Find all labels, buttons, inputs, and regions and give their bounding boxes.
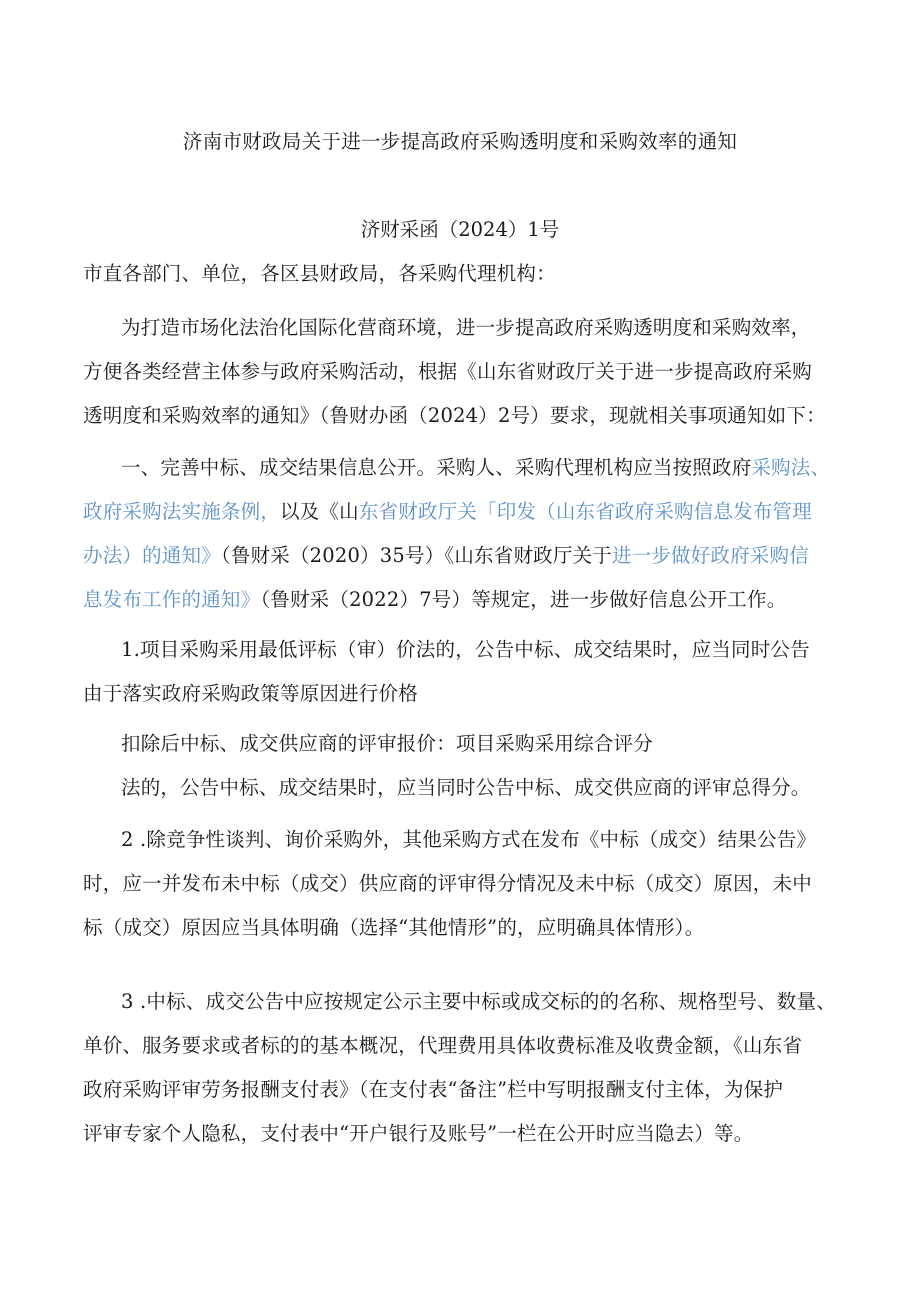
item2-line-2: 时，应一并发布未中标（成交）供应商的评审得分情况及未中标（成交）原因，未中	[83, 872, 812, 895]
item3-line-2: 单价、服务要求或者标的的基本概况，代理费用具体收费标准及收费金额，《山东省	[83, 1034, 803, 1057]
regulation-link[interactable]: 政府采购法实施条例，	[83, 500, 281, 523]
item1-line-3: 扣除后中标、成交供应商的评审报价：项目采购采用综合评分	[121, 732, 653, 755]
item2-line-1: 2 .除竞争性谈判、询价采购外，其他采购方式在发布《中标（成交）结果公告》	[121, 828, 817, 851]
item1-line-4: 法的，公告中标、成交结果时，应当同时公告中标、成交供应商的评审总得分。	[121, 776, 811, 799]
section1-line-3	[83, 542, 809, 570]
section1-text: 一、完善中标、成交结果信息公开。采购人、采购代理机构应当按照政府	[121, 456, 752, 479]
item3-line-4: 评审专家个人隐私，支付表中“开户银行及账号”一栏在公开时应当隐去）等。	[83, 1122, 754, 1145]
addressee-line: 市直各部门、单位，各区县财政局，各采购代理机构：	[83, 262, 556, 285]
section1-text: （鲁财采（2022）7号）等规定，进一步做好信息公开工作。	[260, 588, 787, 611]
document-number: 济财采函（2024）1号	[360, 218, 560, 241]
intro-line-1: 为打造市场化法治化国际化营商环境，进一步提高政府采购透明度和采购效率，	[121, 316, 811, 339]
section1-line-4	[83, 586, 786, 614]
notice-link-2020[interactable]: 东省财政厅关「印发（山东省政府采购信息发布管理	[358, 500, 812, 523]
section1-line-1	[121, 454, 830, 482]
intro-line-3: 透明度和采购效率的通知》（鲁财办函（2024）2号）要求，现就相关事项通知如下：	[83, 404, 826, 427]
notice-link-2022[interactable]: 进一步做好政府采购信	[611, 544, 809, 567]
section1-text: （鲁财采（2020）35号）《山东省财政厅关于	[220, 544, 612, 567]
item2-line-3: 标（成交）原因应当具体明确（选择“其他情形”的，应明确具体情形）。	[83, 916, 705, 939]
document-title: 济南市财政局关于进一步提高政府采购透明度和采购效率的通知	[182, 130, 738, 153]
section1-text: 以及《山	[280, 500, 359, 523]
item1-line-2: 由于落实政府采购政策等原因进行价格	[83, 682, 418, 705]
intro-line-2: 方便各类经营主体参与政府采购活动，根据《山东省财政厅关于进一步提高政府采购	[83, 360, 812, 383]
section1-line-2	[83, 498, 812, 526]
item1-line-1: 1.项目采购采用最低评标（审）价法的，公告中标、成交结果时，应当同时公告	[121, 638, 810, 661]
item3-line-3: 政府采购评审劳务报酬支付表》（在支付表“备注”栏中写明报酬支付主体，为保护	[83, 1078, 784, 1101]
law-link[interactable]: 采购法、	[751, 456, 831, 479]
item3-line-1: 3 .中标、成交公告中应按规定公示主要中标或成交标的的名称、规格型号、数量、	[121, 990, 836, 1013]
notice-link-2022-cont[interactable]: 息发布工作的通知》	[83, 588, 261, 611]
notice-link-2020-cont[interactable]: 办法）的通知》	[83, 544, 221, 567]
